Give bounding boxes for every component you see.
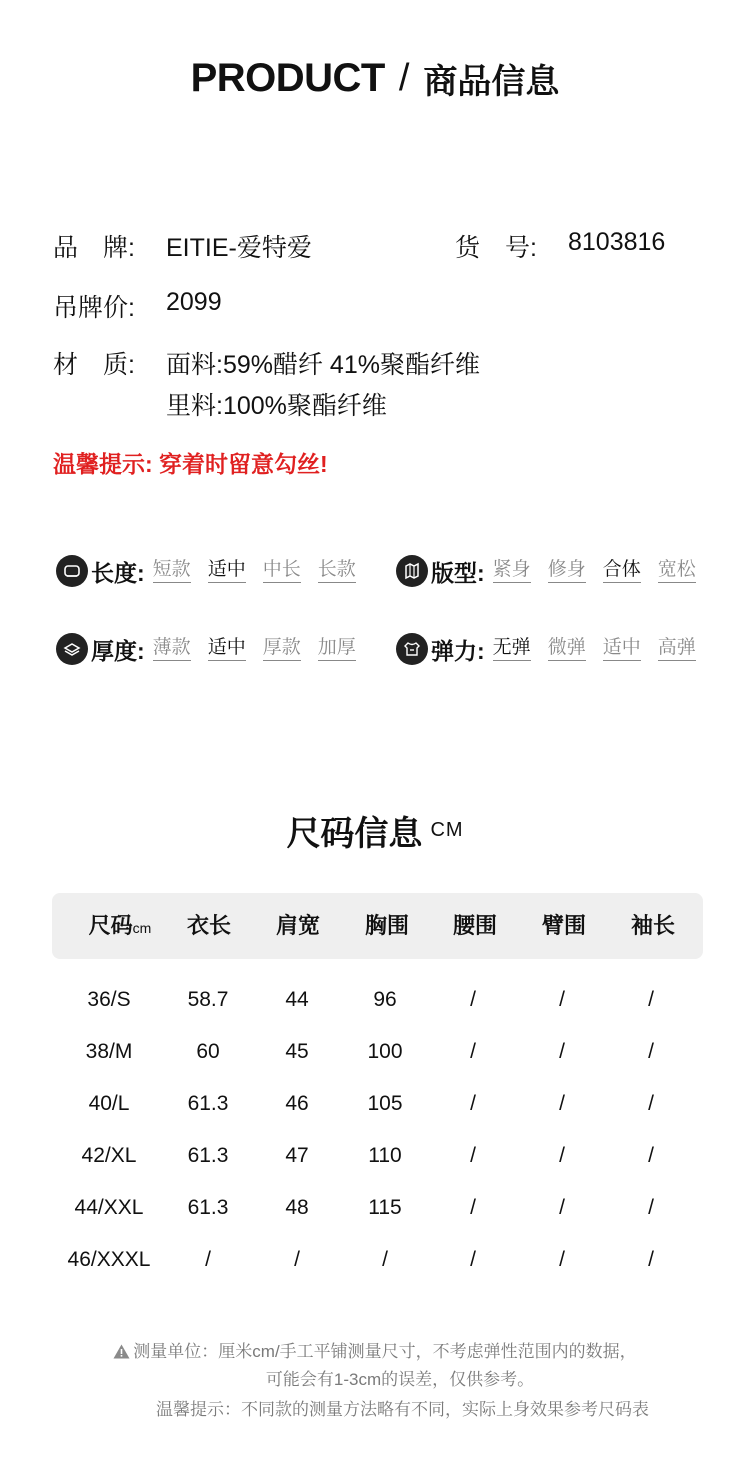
table-cell: 46 — [285, 1092, 309, 1115]
length-option-selected: 适中 — [208, 559, 246, 583]
table-cell: / — [559, 1196, 565, 1219]
elasticity-label: 弹力: — [431, 637, 485, 664]
table-cell: / — [470, 1144, 476, 1167]
table-cell: 44/XXL — [74, 1196, 144, 1219]
brand-label: 品 牌: — [53, 234, 135, 262]
table-cell: 105 — [367, 1092, 403, 1115]
attr-length — [56, 553, 356, 589]
table-cell: 60 — [196, 1040, 220, 1063]
attr-elasticity — [396, 631, 696, 667]
thickness-icon — [56, 633, 88, 665]
elasticity-option: 微弹 — [548, 637, 586, 661]
table-cell: / — [470, 1248, 476, 1271]
table-cell: / — [648, 1144, 654, 1167]
thickness-options — [153, 637, 356, 661]
table-header-cell: 胸围 — [364, 913, 409, 938]
fit-options — [493, 559, 696, 583]
elasticity-options — [493, 637, 696, 661]
table-cell: / — [648, 1092, 654, 1115]
table-header-cell: 肩宽 — [275, 913, 320, 938]
fit-option: 紧身 — [493, 559, 531, 583]
length-label: 长度: — [91, 559, 145, 586]
table-cell: / — [648, 1040, 654, 1063]
table-cell: 40/L — [88, 1092, 130, 1115]
note-line-2: 可能会有1-3cm的误差，仅供参考。 — [265, 1370, 535, 1389]
table-cell: 61.3 — [187, 1144, 229, 1167]
note-line-3: 温馨提示：不同款的测量方法略有不同，实际上身效果参考尺码表 — [156, 1400, 649, 1419]
title-english: PRODUCT — [190, 56, 385, 100]
fit-option: 宽松 — [658, 559, 696, 583]
table-cell: / — [470, 1040, 476, 1063]
attr-thickness — [56, 631, 356, 667]
note-line-1: 测量单位：厘米cm/手工平铺测量尺寸，不考虑弹性范围内的数据， — [133, 1342, 637, 1361]
table-cell: 100 — [367, 1040, 403, 1063]
table-header-cell: 袖长 — [630, 913, 675, 938]
table-cell: / — [559, 1040, 565, 1063]
elasticity-option-selected: 无弹 — [493, 637, 531, 661]
elasticity-option: 高弹 — [658, 637, 696, 661]
attr-fit — [396, 553, 696, 589]
thickness-option: 厚款 — [263, 637, 301, 661]
header-unit: cm — [132, 920, 152, 936]
table-cell: / — [470, 1196, 476, 1219]
material-lining: 里料:100%聚酯纤维 — [166, 392, 387, 420]
table-cell: 61.3 — [187, 1092, 229, 1115]
table-header-cell: 衣长 — [186, 913, 231, 938]
table-cell: / — [559, 1144, 565, 1167]
thickness-option-selected: 适中 — [208, 637, 246, 661]
table-cell: 61.3 — [187, 1196, 229, 1219]
length-option: 中长 — [263, 559, 301, 583]
fit-option: 修身 — [548, 559, 586, 583]
table-cell: / — [470, 988, 476, 1011]
table-cell: / — [559, 1092, 565, 1115]
warning-triangle-icon — [113, 1344, 130, 1359]
table-header-cell: 腰围 — [452, 913, 497, 938]
table-cell: 115 — [368, 1196, 402, 1219]
table-cell: 58.7 — [187, 988, 229, 1011]
length-options — [153, 559, 356, 583]
elasticity-option: 适中 — [603, 637, 641, 661]
table-cell: 96 — [373, 988, 397, 1011]
measurement-note — [0, 1337, 750, 1362]
table-cell: / — [648, 988, 654, 1011]
size-section-title — [0, 806, 750, 855]
table-cell: / — [470, 1092, 476, 1115]
elasticity-icon — [396, 633, 428, 665]
size-title-text: 尺码信息 — [286, 815, 423, 853]
sku-label: 货 号: — [455, 234, 537, 262]
table-cell: 45 — [285, 1040, 309, 1063]
length-option: 长款 — [318, 559, 356, 583]
table-cell: 46/XXXL — [67, 1248, 151, 1271]
table-cell: / — [559, 988, 565, 1011]
table-cell: / — [205, 1248, 211, 1271]
table-header-cell: 尺码cm — [88, 913, 152, 938]
thickness-option: 加厚 — [318, 637, 356, 661]
price-label: 吊牌价: — [53, 294, 135, 322]
table-cell: 110 — [368, 1144, 402, 1167]
fit-label: 版型: — [431, 559, 485, 586]
material-label: 材 质: — [53, 351, 135, 379]
page-title — [0, 54, 750, 103]
table-cell: 38/M — [85, 1040, 133, 1063]
table-cell: / — [382, 1248, 388, 1271]
table-cell: 48 — [285, 1196, 309, 1219]
table-cell: / — [559, 1248, 565, 1271]
table-cell: 36/S — [87, 988, 131, 1011]
title-chinese: 商品信息 — [423, 63, 560, 101]
care-warning: 温馨提示: 穿着时留意勾丝! — [53, 451, 328, 477]
size-table-header — [52, 893, 703, 959]
table-cell: 47 — [285, 1144, 309, 1167]
thickness-option: 薄款 — [153, 637, 191, 661]
material-outer: 面料:59%醋纤 41%聚酯纤维 — [166, 351, 480, 379]
length-option: 短款 — [153, 559, 191, 583]
sku-value: 8103816 — [568, 228, 666, 256]
length-icon — [56, 555, 88, 587]
brand-value: EITIE-爱特爱 — [166, 234, 312, 262]
table-cell: 42/XL — [81, 1144, 137, 1167]
fit-option-selected: 合体 — [603, 559, 641, 583]
table-cell: / — [648, 1196, 654, 1219]
table-header-cell: 臂围 — [541, 913, 586, 938]
title-separator: / — [398, 57, 410, 99]
table-cell: 44 — [285, 988, 309, 1011]
table-cell: / — [294, 1248, 300, 1271]
table-cell: / — [648, 1248, 654, 1271]
thickness-label: 厚度: — [91, 637, 145, 664]
size-title-unit: CM — [430, 819, 464, 841]
fit-icon — [396, 555, 428, 587]
price-value: 2099 — [166, 288, 222, 316]
